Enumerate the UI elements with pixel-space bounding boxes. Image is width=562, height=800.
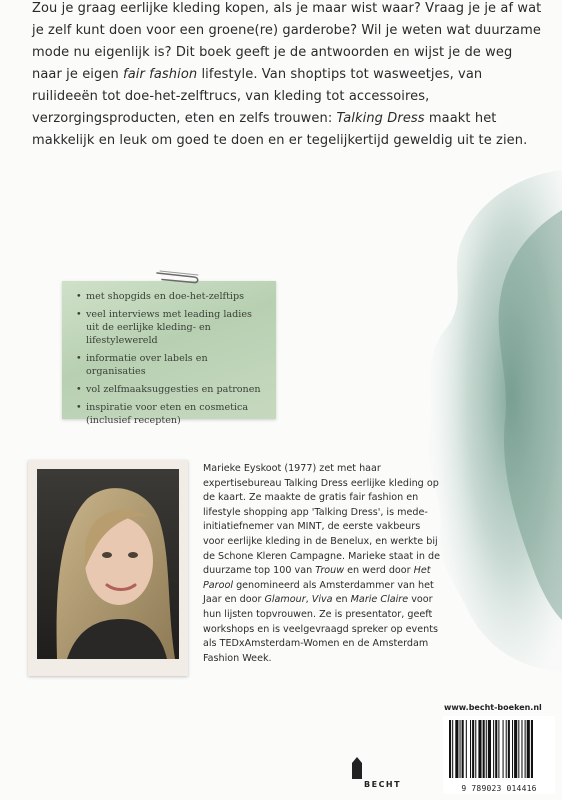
barcode-bar: [525, 720, 526, 778]
barcode-bar: [483, 720, 485, 778]
paperclip-icon: [154, 267, 202, 289]
back-cover-blurb: Zou je graag eerlijke kleding kopen, als je maar wist waar? Vraag je je af wat je zelf kunt doen voor een groene(re) garderobe? Wil je weten wat duurzame mode nu eigenlijk is? Dit boek geeft je de antwoorden en wijst je de weg naar je eigen fair fashion lifestyle. Van shoptips tot wasweetjes, van ruilideeën tot doe-het-zelftrucs, van kleding tot accessoires, verzorgingsproducten, eten en zelfs trouwen: Talking Dress maakt het makkelijk en leuk om goed te doen en er tegelijkertijd geweldig uit te zien.: [32, 1, 542, 148]
author-photo: [28, 460, 188, 676]
feature-item: • veel interviews met leading ladies uit de eerlijke kleding- en lifestylewereld: [76, 309, 252, 346]
barcode-bar: [506, 720, 507, 778]
barcode-bar: [478, 720, 481, 778]
barcode-bar: [503, 720, 504, 778]
publisher-url: www.becht-boeken.nl: [444, 703, 542, 712]
publisher-name: BECHT: [364, 780, 402, 789]
barcode-bar: [462, 720, 464, 778]
feature-note-card: [62, 281, 276, 426]
publisher-logo-icon: [350, 755, 364, 779]
isbn-number: 9 789023 014416: [461, 784, 537, 793]
author-bio: Marieke Eyskoot (1977) zet met haar expertisebureau Talking Dress eerlijke kleding op de kaart. Ze maakte de gratis fair fashion en lifestyle shopping app 'Talking Dress', is mede-initiatiefnemer van MINT, de eerste vakbeurs voor eerlijke kleding in de Benelux, en werkte bij de Schone Kleren Campagne. Marieke staat in de duurzame top 100 van Trouw en werd door Het Parool genomineerd als Amsterdammer van het Jaar en door Glamour, Viva en Marie Claire voor hun lijsten topvrouwen. Ze is presentator, geeft workshops en is veelgevraagd spreker op events als TEDxAmsterdam-Women en de Amsterdam Fashion Week.: [203, 463, 441, 664]
barcode-bar: [460, 720, 461, 778]
barcode-bar: [475, 720, 476, 778]
barcode-bar: [512, 720, 513, 778]
barcode-bar: [498, 720, 499, 778]
barcode-bar: [527, 720, 530, 778]
barcode-bar: [452, 720, 453, 778]
barcode-bar: [488, 720, 491, 778]
feature-item: • informatie over labels en organisaties: [76, 353, 208, 377]
barcode-bar: [472, 720, 474, 778]
barcode-bar: [508, 720, 510, 778]
feature-list: [62, 281, 276, 427]
barcode-bar: [518, 720, 519, 778]
barcode-bar: [495, 720, 497, 778]
barcode-bar: [521, 720, 522, 778]
author-portrait-image: [37, 469, 179, 659]
feature-item: • vol zelfmaaksuggesties en patronen: [76, 384, 261, 395]
barcode-bar: [470, 720, 471, 778]
barcode-bar: [466, 720, 467, 778]
barcode-bar: [531, 720, 533, 778]
feature-item: • inspiratie voor eten en cosmetica (inclusief recepten): [76, 402, 249, 426]
barcode-bar: [449, 720, 451, 778]
barcode-bars: [443, 716, 555, 782]
isbn-barcode: [443, 716, 555, 794]
feature-item: • met shopgids en doe-het-zelftips: [76, 291, 245, 302]
barcode-bar: [455, 720, 458, 778]
barcode-bar: [514, 720, 517, 778]
barcode-bar: [486, 720, 487, 778]
barcode-bar: [493, 720, 494, 778]
